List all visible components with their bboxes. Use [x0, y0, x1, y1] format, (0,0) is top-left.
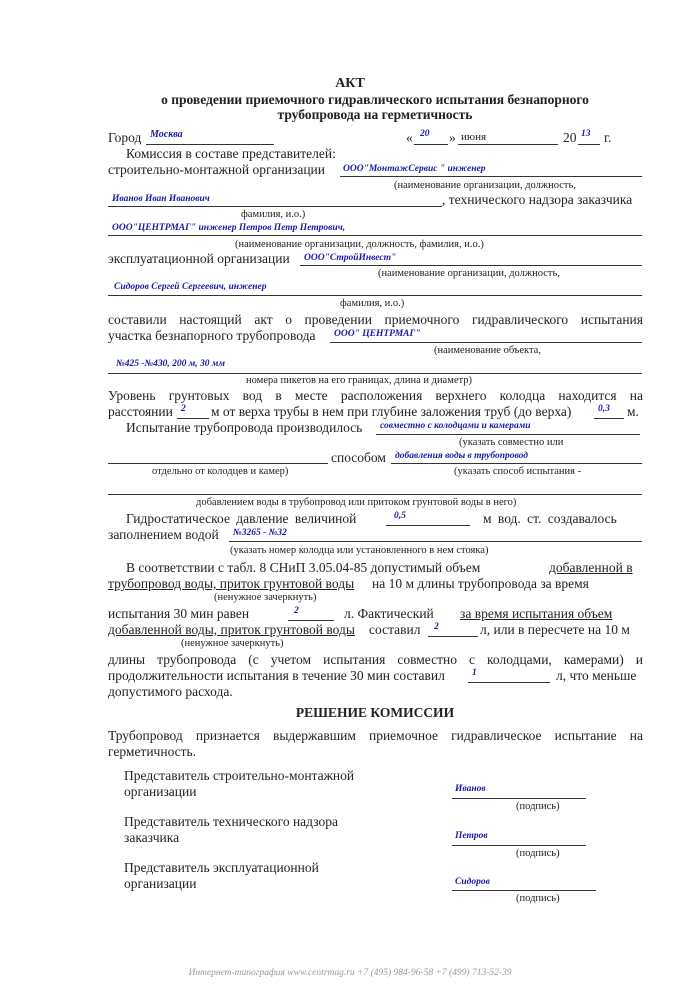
test-label: Испытание трубопровода производилось — [126, 420, 363, 435]
sig2-line — [452, 845, 586, 846]
date-year: 13 — [581, 129, 591, 139]
hint-object: (наименование объекта, — [434, 345, 541, 356]
sig1-line1: Представитель строительно-монтажной — [124, 768, 355, 783]
method-label: способом — [331, 450, 386, 465]
hint-method: (указать способ испытания - — [454, 466, 582, 477]
year-suffix: г. — [604, 130, 612, 145]
hint-method2: добавлением воды в трубопровод или притоком грунтовой воды в него) — [196, 497, 517, 508]
doc-title: АКТ — [335, 76, 365, 91]
snip-line4-c: л, или в пересчете на 10 м — [480, 622, 630, 637]
operator-name-line — [108, 295, 642, 296]
date-quote-close: » — [449, 130, 456, 145]
sig3-line2: организации — [124, 876, 197, 891]
snip-line4-a: добавленной воды, приток грунтовой воды — [108, 622, 355, 637]
per10-value: 1 — [472, 668, 477, 678]
allowed-line — [288, 620, 334, 621]
footer-contacts: Интернет-типография www.centrmag.ru +7 (495) 984-96-58 +7 (499) 713-52-39 — [188, 968, 512, 978]
snip-line6-a: продолжительности испытания в течение 30 мин составил — [108, 668, 445, 683]
sig2-line2: заказчика — [124, 830, 180, 845]
city-value: Москва — [150, 129, 183, 140]
builder-name-line — [108, 206, 442, 207]
sig1-line2: организации — [124, 784, 197, 799]
operator-value: ООО"СтройИнвест" — [304, 253, 397, 263]
operator-label: эксплуатационной организации — [108, 251, 290, 266]
fill-label: заполнением водой — [108, 527, 219, 542]
test-mode-line2 — [108, 463, 328, 464]
tech-line — [108, 235, 642, 236]
sig3-line1: Представитель эксплуатационной — [124, 860, 319, 875]
sig1-hint: (подпись) — [516, 801, 560, 812]
section-label: участка безнапорного трубопровода — [108, 328, 316, 343]
test-mode: совместно с колодцами и камерами — [380, 421, 531, 431]
method-line — [391, 463, 642, 464]
pickets-value: №425 -№430, 200 м, 30 мм — [116, 359, 225, 369]
snip-line7: допустимого расхода. — [108, 684, 233, 699]
pressure-line — [386, 525, 470, 526]
sig1-name: Иванов — [455, 784, 486, 794]
hint-test2: отдельно от колодцев и камер) — [152, 466, 289, 477]
method-value: добавления воды в трубопровод — [395, 451, 528, 461]
city-line — [146, 144, 274, 145]
builder-name: Иванов Иван Иванович — [112, 194, 210, 204]
method-line2 — [108, 494, 642, 495]
builder-value: ООО"МонтажСервис " инженер — [343, 164, 486, 174]
tech-label: , технического надзора заказчика — [442, 192, 633, 207]
object-value: ООО" ЦЕНТРМАГ" — [334, 329, 421, 339]
hint-strike1: (ненужное зачеркнуть) — [214, 592, 317, 603]
commission-intro: Комиссия в составе представителей: — [126, 146, 336, 161]
snip-line2-a: трубопровод воды, приток грунтовой воды — [108, 576, 355, 591]
month-line — [458, 144, 558, 145]
snip-line3-a: испытания 30 мин равен — [108, 606, 250, 621]
gw-distance: 2 — [181, 404, 186, 414]
doc-subtitle-line2: трубопровода на герметичность — [277, 107, 473, 122]
decision-line1: Трубопровод признается выдержавшим приемочное гидравлическое испытание на — [108, 728, 643, 743]
hint-org-position2: (наименование организации, должность, — [378, 268, 560, 279]
hint-org-position: (наименование организации, должность, — [394, 180, 576, 191]
sig3-line — [452, 890, 596, 891]
snip-line3-b: л. Фактический — [344, 606, 434, 621]
snip-line6-b: л, что меньше — [556, 668, 637, 683]
allowed-value: 2 — [294, 606, 299, 616]
year-line — [578, 144, 600, 145]
snip-line2-b: на 10 м длины трубопровода за время — [372, 576, 589, 591]
city-label: Город — [108, 130, 142, 145]
snip-line1-a: В соответствии с табл. 8 СНиП 3.05.04-85 допустимый объем — [126, 560, 481, 575]
snip-line4-b: составил — [369, 622, 421, 637]
gw-depth-line — [594, 418, 624, 419]
snip-line1-b: добавленной в — [549, 560, 633, 575]
date-quote-open: « — [406, 130, 413, 145]
hint-full: (наименование организации, должность, фамилия, и.о.) — [235, 239, 484, 250]
gw-distance-line — [177, 418, 209, 419]
sig2-hint: (подпись) — [516, 848, 560, 859]
decision-title: РЕШЕНИЕ КОМИССИИ — [295, 705, 455, 720]
tech-value: ООО"ЦЕНТРМАГ" инженер Петров Петр Петрович, — [112, 223, 346, 233]
sig1-line — [452, 798, 586, 799]
sig3-hint: (подпись) — [516, 893, 560, 904]
sig2-line1: Представитель технического надзора — [124, 814, 338, 829]
object-line — [330, 342, 642, 343]
fill-line — [229, 541, 642, 542]
gw-unit: м. — [627, 404, 639, 419]
hint-test1: (указать совместно или — [459, 437, 564, 448]
builder-line — [340, 176, 642, 177]
act-line1: составили настоящий акт о проведении приемочного гидравлического испытания — [108, 312, 643, 327]
sig3-name: Сидоров — [455, 877, 490, 887]
builder-label: строительно-монтажной организации — [108, 162, 325, 177]
gw-line1: Уровень грунтовых вод в месте расположения верхнего колодца находится на — [108, 388, 643, 403]
test-mode-line — [376, 434, 640, 435]
gw-depth: 0,3 — [598, 404, 610, 414]
hint-pickets: номера пикетов на его границах, длина и диаметр) — [246, 375, 472, 386]
gw-line2-a: расстоянии — [108, 404, 173, 419]
pressure-unit: м вод. ст. создавалось — [483, 511, 617, 526]
doc-subtitle-line1: о проведении приемочного гидравлического испытания безнапорного — [161, 92, 589, 107]
date-day: 20 — [420, 129, 430, 139]
actual-line — [428, 636, 478, 637]
sig2-name: Петров — [455, 831, 488, 841]
operator-name: Сидоров Сергей Сергеевич, инженер — [114, 282, 267, 292]
actual-value: 2 — [434, 622, 439, 632]
pressure-value: 0,5 — [394, 511, 406, 521]
pressure-label: Гидростатическое давление величиной — [126, 511, 357, 526]
gw-line2-b: м от верха трубы в нем при глубине заложения труб (до верха) — [211, 404, 572, 419]
date-month: июня — [461, 131, 487, 143]
hint-fio: фамилия, и.о.) — [241, 209, 306, 220]
hint-fio2: фамилия, и.о.) — [340, 298, 405, 309]
operator-line — [300, 265, 642, 266]
snip-line5: длины трубопровода (с учетом испытания совместно с колодцами, камерами) и — [108, 652, 643, 667]
fill-value: №3265 - №32 — [233, 528, 287, 538]
hint-fill: (указать номер колодца или установленного в нем стояка) — [230, 545, 489, 556]
day-line — [414, 144, 448, 145]
per10-line — [468, 682, 550, 683]
decision-line2: герметичность. — [108, 744, 197, 759]
hint-strike2: (ненужное зачеркнуть) — [181, 638, 284, 649]
year-prefix: 20 — [563, 130, 577, 145]
pickets-line — [108, 373, 642, 374]
snip-line3-c: за время испытания объем — [460, 606, 613, 621]
